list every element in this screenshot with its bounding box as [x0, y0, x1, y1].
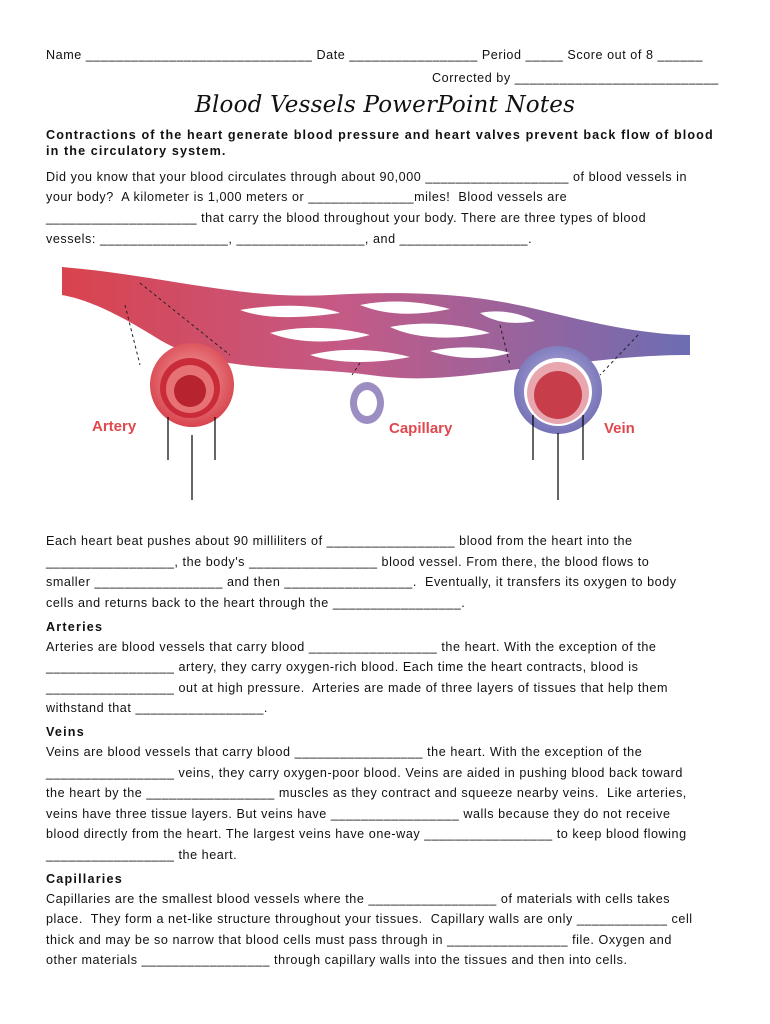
veins-line-2: _________________ veins, they carry oxygen-poor blood. Veins are aided in pushing blood back toward — [46, 766, 683, 780]
artery-label: Artery — [92, 418, 137, 435]
capillary-cross-section — [350, 382, 384, 424]
veins-heading: Veins — [46, 725, 85, 739]
para1-line-2: your body? A kilometer is 1,000 meters or ______________miles! Blood vessels are — [46, 190, 568, 204]
para1-line-1: Did you know that your blood circulates through about 90,000 ___________________ of blood vessels in — [46, 170, 688, 184]
capillaries-line-4: other materials _________________ through capillary walls into the tissues and then into cells. — [46, 953, 628, 967]
para1-line-3: ____________________ that carry the blood throughout your body. There are three types of blood — [46, 211, 647, 225]
page-title: Blood Vessels PowerPoint Notes — [194, 92, 576, 118]
para2-line-3: smaller _________________ and then _________________. Eventually, it transfers its oxygen to body — [46, 575, 677, 589]
corrected-by-line: Corrected by ___________________________ — [432, 71, 719, 85]
para2-line-1: Each heart beat pushes about 90 milliliters of _________________ blood from the heart into the — [46, 534, 633, 548]
artery-cross-section — [150, 343, 234, 427]
intro-line-2: in the circulatory system. — [46, 144, 227, 158]
vessel-tube — [62, 267, 690, 378]
capillary-label: Capillary — [389, 420, 453, 437]
veins-line-4: veins have three tissue layers. But veins have _________________ walls because they do not receive — [46, 807, 671, 821]
intro-line-1: Contractions of the heart generate blood pressure and heart valves prevent back flow of blood — [46, 128, 714, 142]
capillaries-heading: Capillaries — [46, 872, 123, 886]
vein-label: Vein — [604, 420, 635, 437]
para2-line-4: cells and returns back to the heart through the _________________. — [46, 596, 466, 610]
arteries-heading: Arteries — [46, 620, 104, 634]
arteries-line-3: _________________ out at high pressure. Arteries are made of three layers of tissues that help them — [46, 681, 669, 695]
para2-line-2: _________________, the body's _________________ blood vessel. From there, the blood flows to — [46, 555, 650, 569]
arteries-line-4: withstand that _________________. — [46, 701, 268, 715]
veins-line-6: _________________ the heart. — [46, 848, 238, 862]
header-info-line: Name ______________________________ Date _________________ Period _____ Score out of 8 ______ — [46, 48, 703, 62]
veins-line-5: blood directly from the heart. The largest veins have one-way _________________ to keep blood flowing — [46, 827, 687, 841]
capillaries-line-3: thick and may be so narrow that blood cells must pass through in ________________ file. Oxygen and — [46, 933, 672, 947]
veins-line-3: the heart by the _________________ muscles as they contract and squeeze nearby veins. Like arteries, — [46, 786, 687, 800]
leader-lines — [168, 415, 583, 500]
capillaries-line-1: Capillaries are the smallest blood vessels where the _________________ of materials with cells takes — [46, 892, 671, 906]
arteries-line-2: _________________ artery, they carry oxygen-rich blood. Each time the heart contracts, blood is — [46, 660, 639, 674]
arteries-line-1: Arteries are blood vessels that carry blood _________________ the heart. With the exception of the — [46, 640, 657, 654]
vein-cross-section — [514, 346, 602, 434]
para1-line-4: vessels: _________________, _________________, and _________________. — [46, 232, 533, 246]
blood-vessel-diagram — [40, 255, 700, 505]
veins-line-1: Veins are blood vessels that carry blood _________________ the heart. With the exception of the — [46, 745, 643, 759]
capillaries-line-2: place. They form a net-like structure throughout your tissues. Capillary walls are only ____________ cell — [46, 912, 693, 926]
